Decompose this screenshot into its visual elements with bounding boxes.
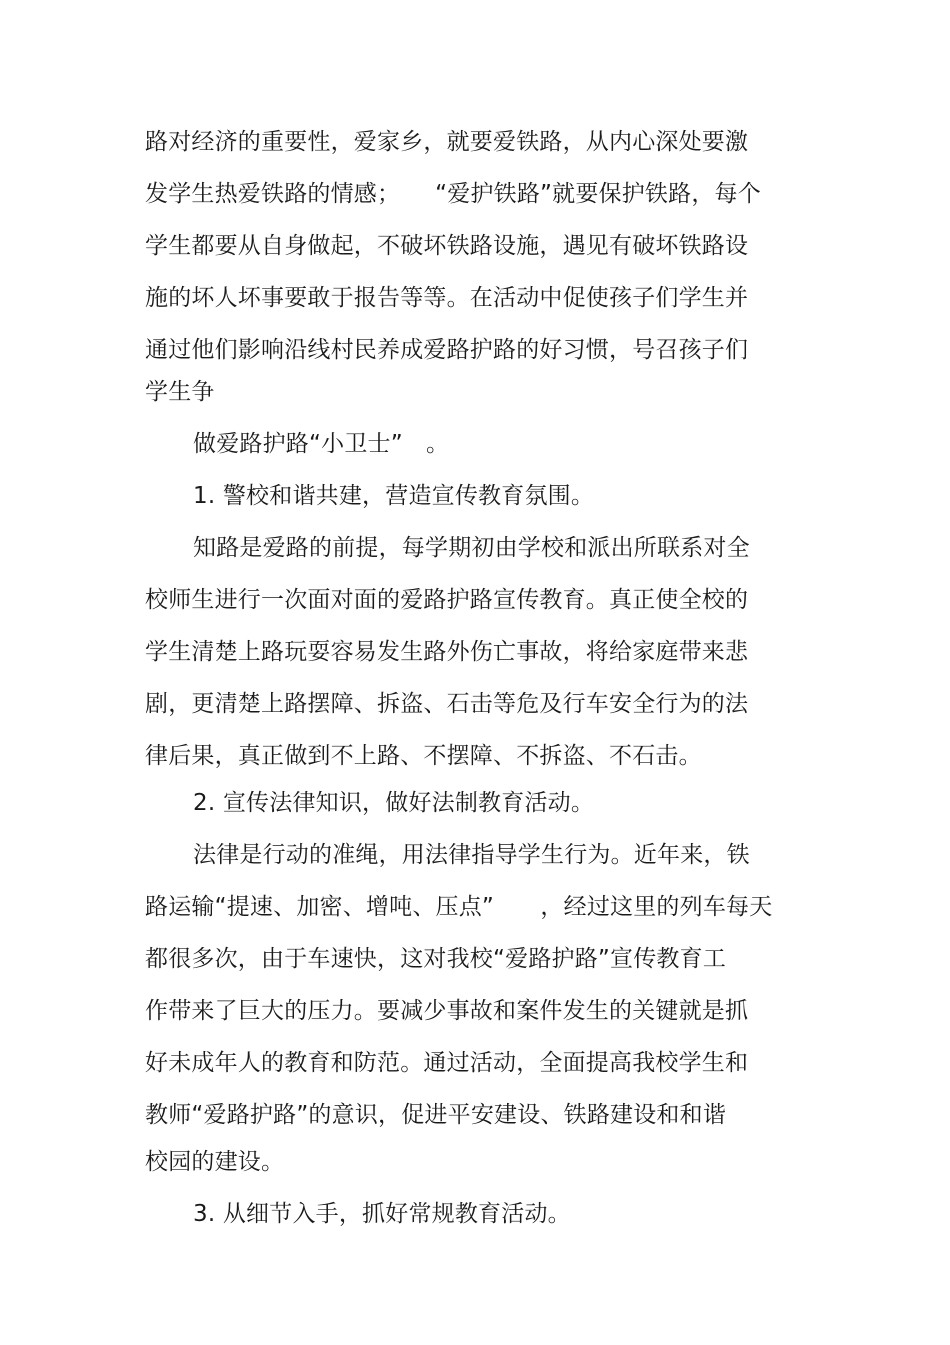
text-line: 施的坏人坏事要敢于报告等等。在活动中促使孩子们学生并: [145, 285, 749, 311]
text-line: 教师“爱路护路”的意识，促进平安建设、铁路建设和和谐: [145, 1102, 727, 1128]
text-line: 律后果，真正做到不上路、不摆障、不拆盗、不石击。: [145, 743, 702, 769]
section-heading: 1. 警校和谐共建，营造宣传教育氛围。: [193, 483, 595, 509]
text-line: 好未成年人的教育和防范。通过活动，全面提高我校学生和: [145, 1050, 749, 1076]
text-line: 作带来了巨大的压力。要减少事故和案件发生的关键就是抓: [145, 998, 749, 1024]
text-line: 路对经济的重要性，爱家乡，就要爱铁路，从内心深处要激: [145, 129, 749, 155]
text-line: 都很多次，由于车速快，这对我校“爱路护路”宣传教育工: [145, 946, 727, 972]
text-line: 通过他们影响沿线村民养成爱路护路的好习惯，号召孩子们: [145, 337, 749, 363]
text-line: 校园的建设。: [145, 1149, 285, 1175]
text-line: 做爱路护路“小卫士” 。: [193, 431, 450, 457]
text-line: 法律是行动的准绳，用法律指导学生行为。近年来，铁: [193, 842, 750, 868]
text-line: 剧，更清楚上路摆障、拆盗、石击等危及行车安全行为的法: [145, 691, 749, 717]
text-line: 学生争: [145, 379, 215, 405]
text-line: 知路是爱路的前提，每学期初由学校和派出所联系对全: [193, 535, 750, 561]
text-line: 学生都要从自身做起，不破坏铁路设施，遇见有破坏铁路设: [145, 233, 749, 259]
text-line: 校师生进行一次面对面的爱路护路宣传教育。真正使全校的: [145, 587, 749, 613]
section-heading: 3. 从细节入手，抓好常规教育活动。: [193, 1201, 571, 1227]
text-line: 发学生热爱铁路的情感； “爱护铁路”就要保护铁路，每个: [145, 181, 761, 207]
text-line: 学生清楚上路玩耍容易发生路外伤亡事故，将给家庭带来悲: [145, 639, 749, 665]
text-line: 路运输“提速、加密、增吨、压点” ，经过这里的列车每天: [145, 894, 773, 920]
section-heading: 2. 宣传法律知识，做好法制教育活动。: [193, 790, 595, 816]
